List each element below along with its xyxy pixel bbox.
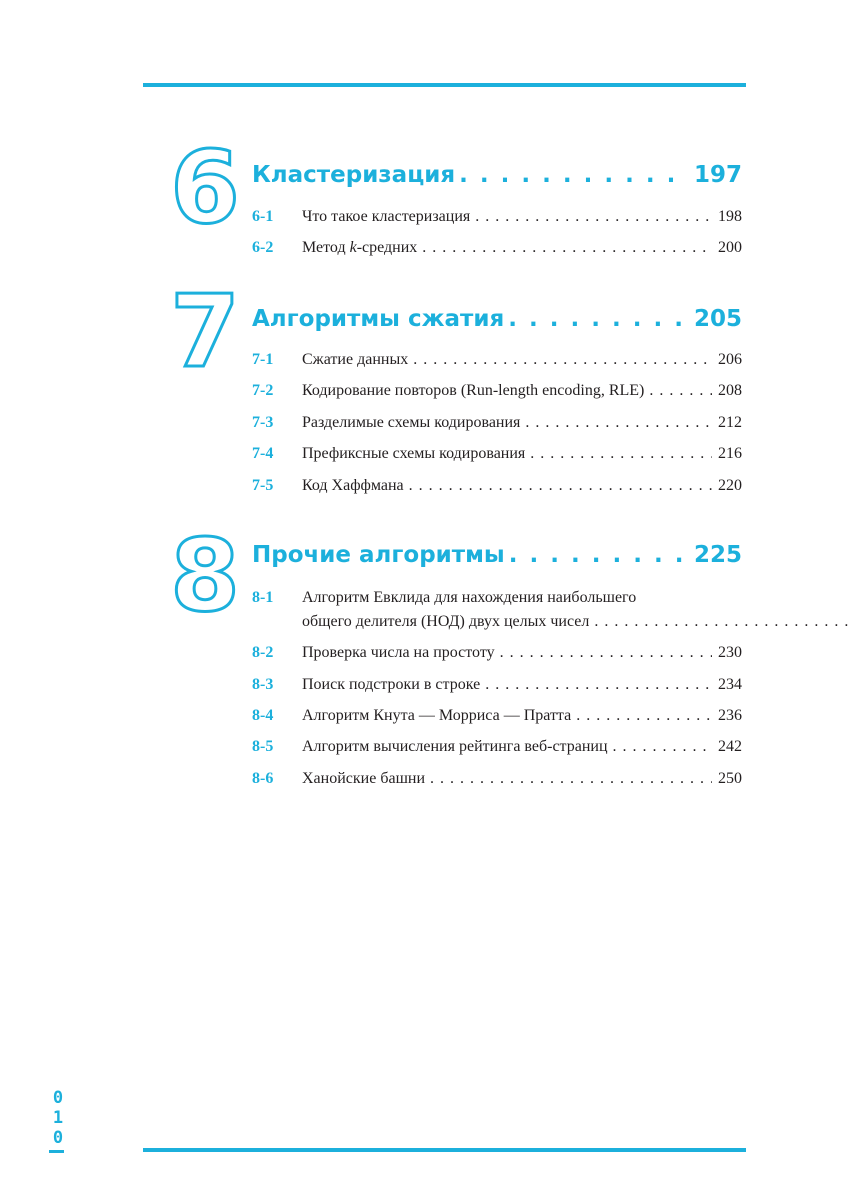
toc-entry[interactable] [252,236,742,260]
section-page: 206 [718,351,742,368]
section-number: 8-4 [252,707,274,724]
section-number: 8-3 [252,676,274,693]
toc-entry[interactable] [252,379,742,403]
section-number: 8-5 [252,738,274,755]
toc-entry[interactable] [252,641,742,665]
section-page: 230 [718,644,742,661]
leader-dots [594,610,849,634]
section-page: 250 [718,770,742,787]
section-title: Разделимые схемы кодирования [302,414,521,431]
toc-entry[interactable] [252,348,742,372]
leader-dots [485,673,712,697]
section-title: Ханойские башни [302,770,426,787]
chapter-number: 7 [170,273,240,390]
leader-dots [500,641,712,665]
page-folio [48,1088,68,1148]
section-title: Код Хаффмана [302,477,404,494]
top-rule [143,83,746,87]
chapter-heading[interactable] [252,162,742,188]
section-number: 6-1 [252,208,274,225]
section-title: Что такое кластеризация [302,208,471,225]
toc-entry[interactable] [252,704,742,728]
section-title-italic: k [349,239,357,256]
section-number: 8-1 [252,589,274,606]
chapter-number: 8 [170,517,240,634]
chapter-heading[interactable] [252,306,742,332]
section-title-wrap [302,586,849,634]
section-page: 220 [718,477,742,494]
section-number: 8-2 [252,644,274,661]
section-number: 7-1 [252,351,274,368]
section-title-line2-row [302,610,849,634]
toc-entry[interactable] [252,767,742,791]
toc-entry[interactable] [252,411,742,435]
section-number: 7-5 [252,477,274,494]
leader-dots [508,306,688,332]
section-page: 198 [718,208,742,225]
leader-dots [475,205,712,229]
chapter-number: 6 [170,129,240,246]
section-number: 6-2 [252,239,274,256]
toc-entry[interactable] [252,586,742,634]
leader-dots [525,411,712,435]
section-title-part: -средних [356,239,418,256]
section-page: 216 [718,445,742,462]
leader-dots [422,236,712,260]
section-page: 236 [718,707,742,724]
toc-entry[interactable] [252,673,742,697]
chapter-page: 225 [693,542,742,568]
section-title: Сжатие данных [302,351,409,368]
toc-entry[interactable] [252,442,742,466]
section-page: 242 [718,738,742,755]
section-page: 200 [718,239,742,256]
section-title: Поиск подстроки в строке [302,676,481,693]
toc-entry[interactable] [252,735,742,759]
folio-digit: 0 [52,1128,64,1148]
section-title: Кодирование повторов (Run-length encoding, RLE) [302,382,645,399]
chapter-title: Прочие алгоритмы [252,542,505,568]
section-title: Проверка числа на простоту [302,644,495,661]
section-number: 7-2 [252,382,274,399]
section-title: Префиксные схемы кодирования [302,445,526,462]
chapter-page: 205 [693,306,742,332]
section-title: Алгоритм Кнута — Морриса — Пратта [302,707,572,724]
leader-dots [409,474,712,498]
section-title [302,236,417,260]
leader-dots [430,767,712,791]
leader-dots [649,379,712,403]
chapter-title: Алгоритмы сжатия [252,306,505,332]
section-title-line1: Алгоритм Евклида для нахождения наибольшего [302,589,637,606]
chapter-heading[interactable] [252,542,742,568]
section-number: 7-4 [252,445,274,462]
leader-dots [613,735,712,759]
section-number: 8-6 [252,770,274,787]
section-title-part: Метод [302,239,350,256]
section-page: 234 [718,676,742,693]
section-title: Алгоритм вычисления рейтинга веб-страниц [302,738,608,755]
bottom-rule [143,1148,746,1152]
leader-dots [459,162,688,188]
leader-dots [530,442,712,466]
section-title-line2: общего делителя (НОД) двух целых чисел [302,613,590,630]
folio-bar [49,1150,64,1153]
leader-dots [413,348,712,372]
toc-entry[interactable] [252,474,742,498]
folio-digit: 1 [52,1108,64,1128]
section-page: 212 [718,414,742,431]
section-number: 7-3 [252,414,274,431]
chapter-page: 197 [693,162,742,188]
chapter-title: Кластеризация [252,162,456,188]
toc-entry[interactable] [252,205,742,229]
folio-digit: 0 [52,1088,64,1108]
leader-dots [576,704,712,728]
leader-dots [509,542,688,568]
section-page: 208 [718,382,742,399]
